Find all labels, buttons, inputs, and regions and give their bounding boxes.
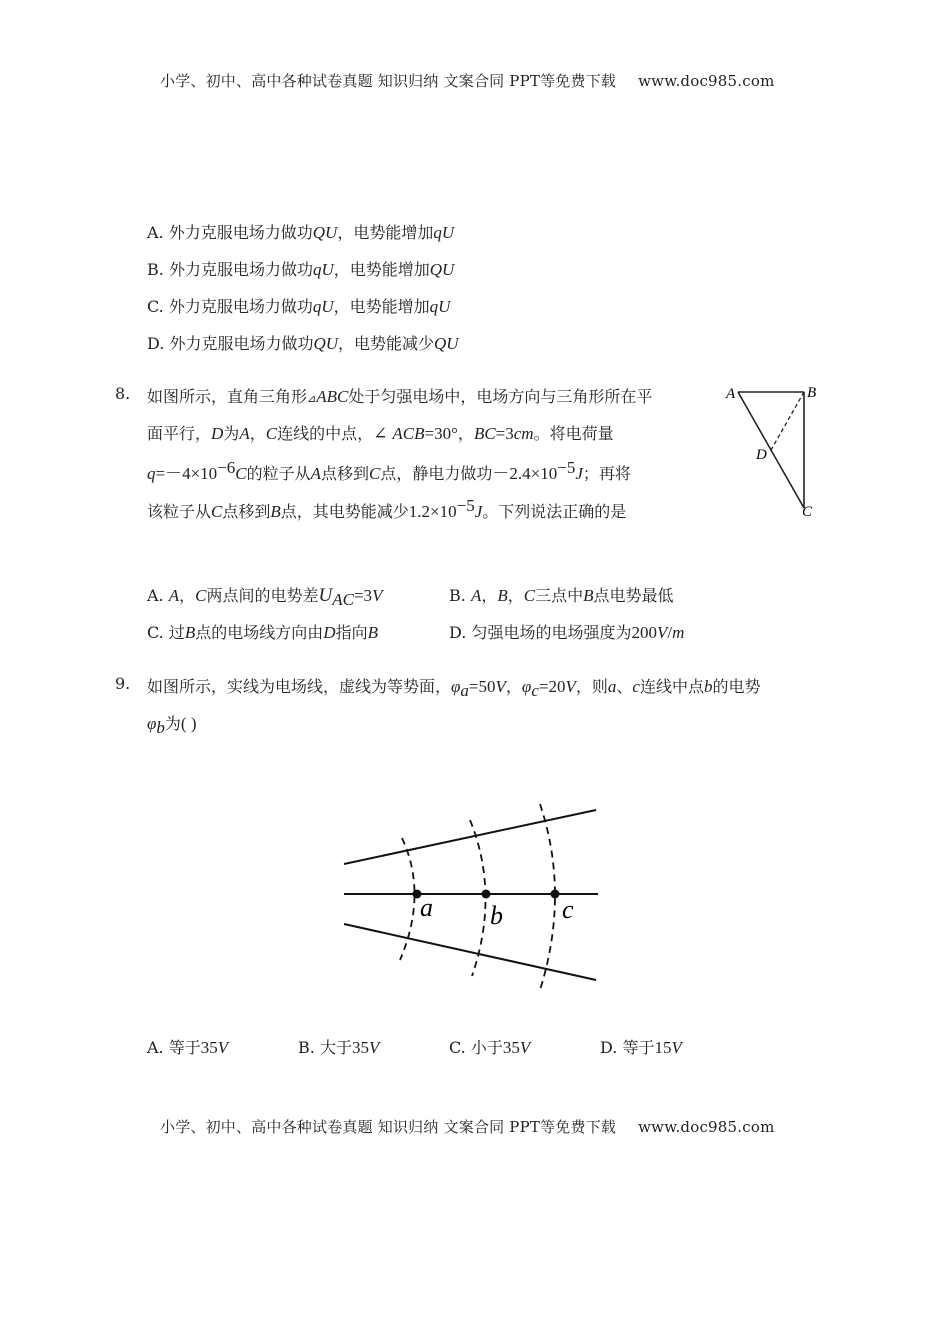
q8-triangle-figure xyxy=(718,378,828,520)
header-url[interactable]: www.doc985.com xyxy=(638,72,775,90)
q9-option-d[interactable]: D. 等于15V xyxy=(600,1038,682,1057)
q9-field-figure xyxy=(340,798,605,996)
q8-line-2: 面平行，D为A，C连线的中点，∠ ACB=30°，BC=3cm。将电荷量 xyxy=(147,424,614,443)
q8-option-a[interactable]: A. A，C两点间的电势差$U_{AC}=3V$ xyxy=(147,585,383,609)
point-c-label: c xyxy=(562,895,574,924)
q7-option-d[interactable]: D. 外力克服电场力做功QU，电势能减少QU xyxy=(147,334,459,353)
field-line-bottom xyxy=(344,924,596,980)
vertex-a-label: A xyxy=(726,386,736,402)
point-b-label: b xyxy=(490,901,503,930)
field-line-top xyxy=(344,810,596,864)
q9-line-1: 如图所示，实线为电场线，虚线为等势面，$\varphi_a=50V$，$\varphi_c=20V$，则a、c连线中点b的电势 xyxy=(147,677,761,700)
q9-option-a[interactable]: A. 等于35V xyxy=(147,1038,229,1057)
footer-url[interactable]: www.doc985.com xyxy=(638,1118,775,1136)
segment-bd xyxy=(771,392,804,450)
page-header xyxy=(160,70,775,91)
vertex-c-label: C xyxy=(802,504,813,520)
q8-line-1: 如图所示，直角三角形⊿ABC处于匀强电场中，电场方向与三角形所在平 xyxy=(147,387,653,406)
q7-option-a[interactable]: A. 外力克服电场力做功QU，电势能增加qU xyxy=(147,223,455,242)
q9-option-c[interactable]: C. 小于35V xyxy=(449,1038,531,1057)
q7-option-c[interactable]: C. 外力克服电场力做功qU，电势能增加qU xyxy=(147,297,451,316)
equipotential-a xyxy=(400,838,415,960)
q8-option-c[interactable]: C. 过B点的电场线方向由D指向B xyxy=(147,623,378,642)
q8-line-3: $q=-4\times 10^{-6}C$的粒子从A点移到C点，静电力做功$-2.4\times 10^{-5}J$；再将 xyxy=(147,458,631,483)
q9-number: 9. xyxy=(115,674,131,693)
point-a-label: a xyxy=(420,893,433,922)
q9-line-2: $\varphi_b$为( ) xyxy=(147,714,197,737)
page-footer xyxy=(160,1116,775,1137)
q8-option-d[interactable]: D. 匀强电场的电场强度为200V/m xyxy=(449,623,685,642)
header-text: 小学、初中、高中各种试卷真题 知识归纳 文案合同 PPT等免费下载 xyxy=(160,72,617,90)
point-d-label: D xyxy=(756,447,767,463)
q8-option-b[interactable]: B. A，B，C三点中B点电势最低 xyxy=(449,586,674,605)
q8-number: 8. xyxy=(115,384,131,403)
vertex-b-label: B xyxy=(807,385,817,401)
point-c xyxy=(551,890,560,899)
footer-text: 小学、初中、高中各种试卷真题 知识归纳 文案合同 PPT等免费下载 xyxy=(160,1118,617,1136)
q7-option-b[interactable]: B. 外力克服电场力做功qU，电势能增加QU xyxy=(147,260,455,279)
q9-option-b[interactable]: B. 大于35V xyxy=(298,1038,380,1057)
q8-line-4: 该粒子从C点移到B点，其电势能减少$1.2\times 10^{-5}J$。下列说法正确的是 xyxy=(147,496,627,521)
point-b xyxy=(482,890,491,899)
